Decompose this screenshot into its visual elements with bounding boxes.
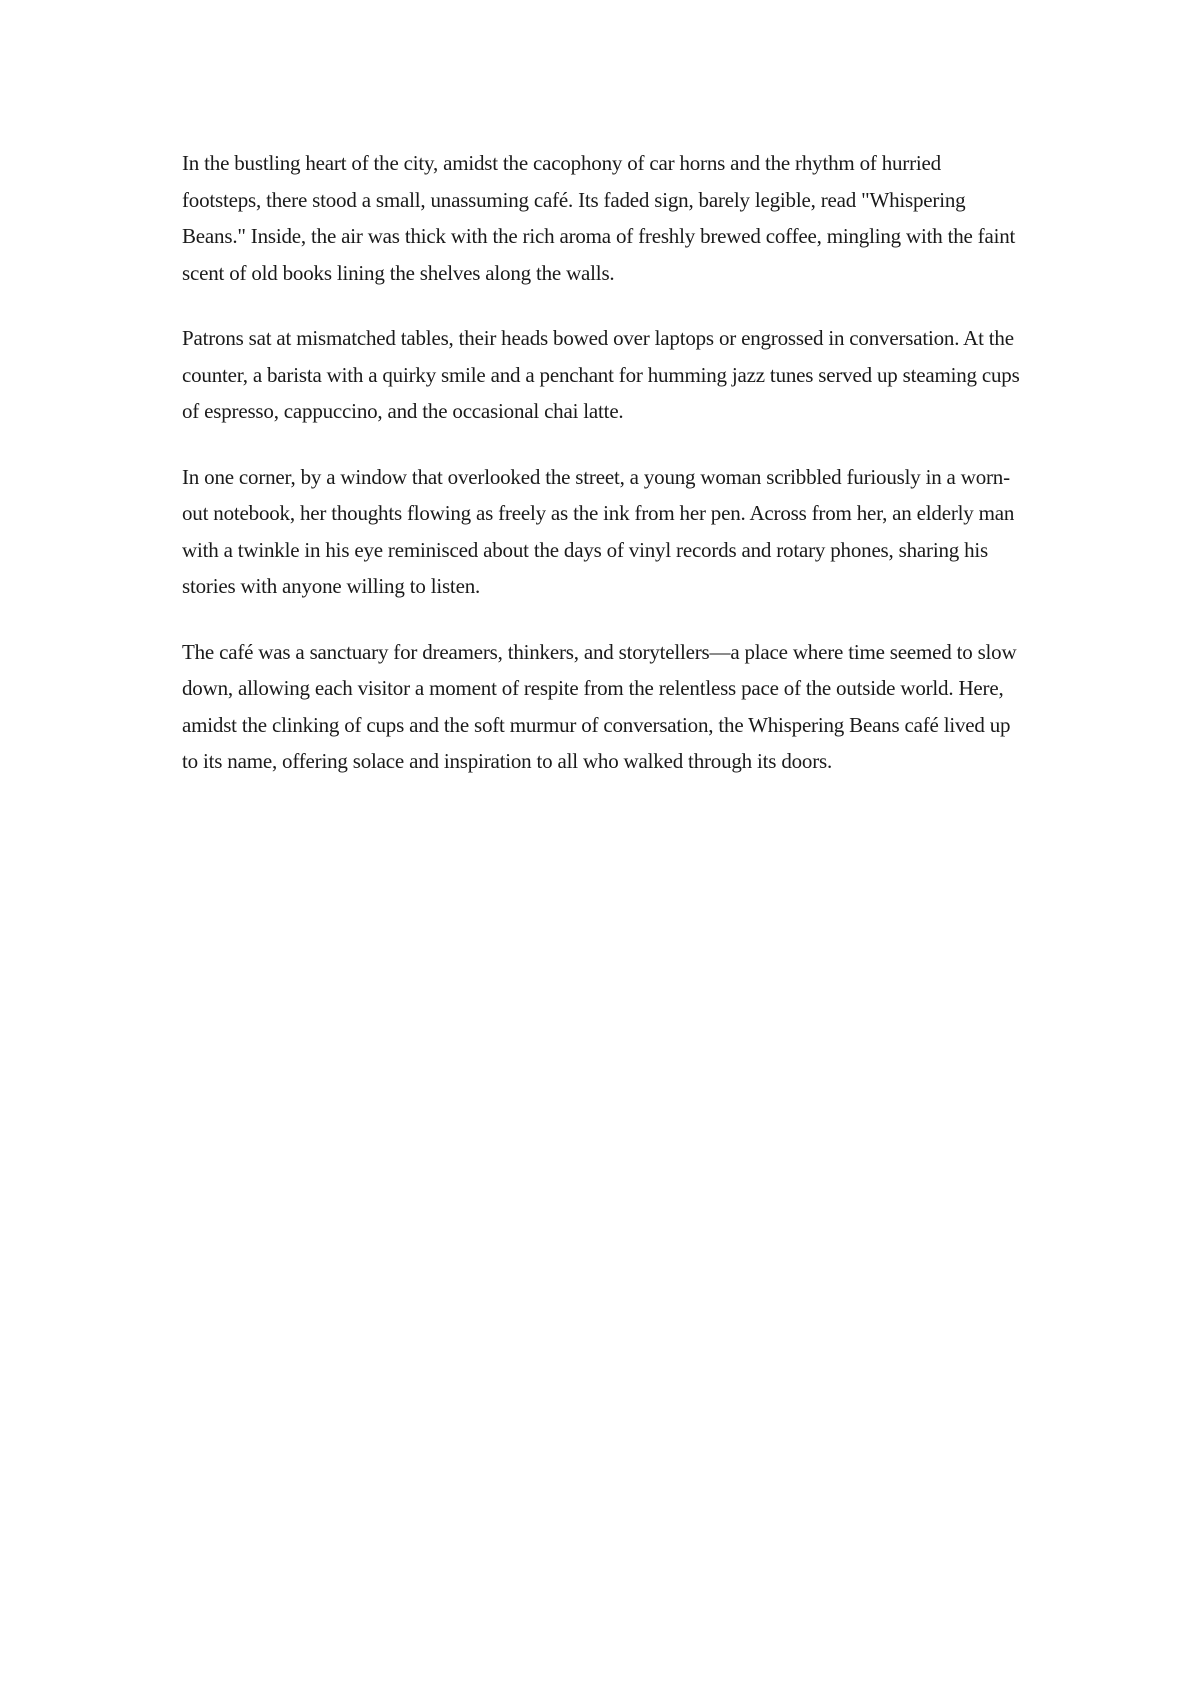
paragraph-3: In one corner, by a window that overlooked the street, a young woman scribbled furiously in a worn-out notebook, her thoughts flowing as freely as the ink from her pen. Across from her, an elderly man with a twinkle in his eye reminisced about the days of vinyl records and rotary phones, sharing his stories with anyone willing to listen. xyxy=(182,464,1015,598)
paragraph-1: In the bustling heart of the city, amidst the cacophony of car horns and the rhythm of hurried footsteps, there stood a small, unassuming café. Its faded sign, barely legible, read "Whispering Beans." Inside, the air was thick with the rich aroma of freshly brewed coffee, mingling with the faint scent of old books lining the shelves along the walls. xyxy=(182,151,1016,285)
paragraph-4: The café was a sanctuary for dreamers, thinkers, and storytellers—a place where time seemed to slow down, allowing each visitor a moment of respite from the relentless pace of the outside world. Here, amidst the clinking of cups and the soft murmur of conversation, the Whispering Beans café lived up to its name, offering solace and inspiration to all who walked through its doors. xyxy=(182,639,1017,773)
document-body xyxy=(182,145,1024,809)
paragraph-2: Patrons sat at mismatched tables, their heads bowed over laptops or engrossed in conversation. At the counter, a barista with a quirky smile and a penchant for humming jazz tunes served up steaming cups of espresso, cappuccino, and the occasional chai latte. xyxy=(182,326,1020,423)
